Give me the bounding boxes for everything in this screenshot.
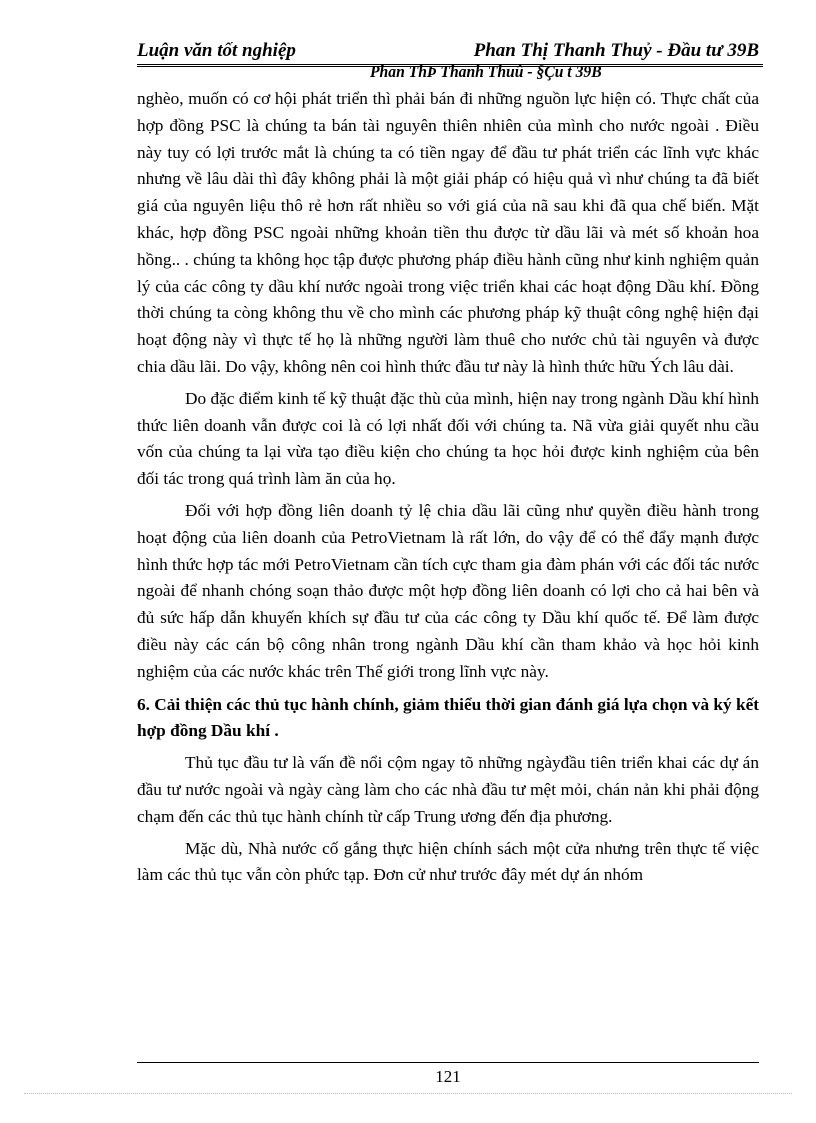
section-heading: 6. Cải thiện các thủ tục hành chính, giảm thiểu thời gian đánh giá lựa chọn và ký kết hợp đồng Dầu khí .: [137, 694, 760, 741]
paragraph: Đối với hợp đồng liên doanh tỷ lệ chia dầu lãi cũng như quyền điều hành trong hoạt động của liên doanh của PetroVietnam là rất lớn, do vậy để có thể đẩy mạnh được hình thức hợp tác mới PetroVietnam cần tích cực tham gia đàm phán với các đối tác nước ngoài để nhanh chóng soạn thảo được một hợp đồng liên doanh có lợi cho cả hai bên và đủ sức hấp dẫn khuyến khích sự đầu tư của các công ty Dầu khí quốc tế. Để làm được điều này các cán bộ công nhân trong ngành Dầu khí cần tham khảo và học hỏi kinh nghiệm của các nước khác trên Thế giới trong lĩnh vực này.: [137, 500, 759, 681]
page-bottom-border: [24, 1093, 792, 1094]
footer-divider: [137, 1062, 759, 1063]
header-author-garbled: Phan ThÞ Thanh Thuû - §Çu t 39B: [370, 62, 602, 81]
paragraph: Mặc dù, Nhà nước cố gắng thực hiện chính sách một cửa nhưng trên thực tế việc làm các thủ tục vẫn còn phức tạp. Đơn cử như trước đây mét dự án nhóm: [137, 838, 759, 885]
paragraph: Thủ tục đầu tư là vấn đề nổi cộm ngay tõ những ngàyđầu tiên triển khai các dự án đầu tư nước ngoài và ngày càng làm cho các nhà đầu tư mệt mỏi, chán nản khi phải động chạm đến các thủ tục hành chính từ cấp Trung ương đến địa phương.: [137, 753, 759, 826]
paragraph: Do đặc điểm kinh tế kỹ thuật đặc thù của mình, hiện nay trong ngành Dầu khí hình thức liên doanh vẫn được coi là có lợi nhất đối với chúng ta. Nã vừa giải quyết nhu cầu vốn của chúng ta lại vừa tạo điều kiện cho chúng ta học hỏi được kinh nghiệm của bên đối tác trong quá trình làm ăn của họ.: [137, 388, 759, 489]
page-number: 121: [435, 1067, 461, 1086]
header-author: Phan Thị Thanh Thuỷ - Đầu tư 39B: [473, 40, 759, 61]
paragraph-continued: nghèo, muốn có cơ hội phát triển thì phải bán đi những nguồn lực hiện có. Thực chất của hợp đồng PSC là chúng ta bán tài nguyên thiên nhiên của mình cho nước ngoài . Điều này tuy có lợi trước mắt là chúng ta có tiền ngay để đầu tư phát triển các lĩnh vực khác nhưng về lâu dài thì đây không phải là một giải pháp có hiệu quả vì như chúng ta đã biết giá của nguyên liệu thô rẻ hơn rất nhiều so với giá của nã sau khi đã qua chế biến. Mặt khác, hợp đồng PSC ngoài những khoản tiền thu được từ dầu lãi và mét số khoản hoa hồng.. . chúng ta không học tập được phương pháp điều hành cũng như kinh nghiệm quản lý của các công ty dầu khí nước ngoài trong việc triển khai các hoạt động Dầu khí. Đồng thời chúng ta còng không thu về cho mình các phương pháp kỹ thuật công nghệ hiện đại hoạt động này vì thực tế họ là những người làm thuê cho nước chủ tài nguyên và được chia dầu lãi. Do vậy, không nên coi hình thức đầu tư này là hình thức hữu Ých lâu dài.: [137, 89, 759, 376]
header-title: Luận văn tốt nghiệp: [137, 40, 296, 61]
document-body: [137, 86, 759, 889]
